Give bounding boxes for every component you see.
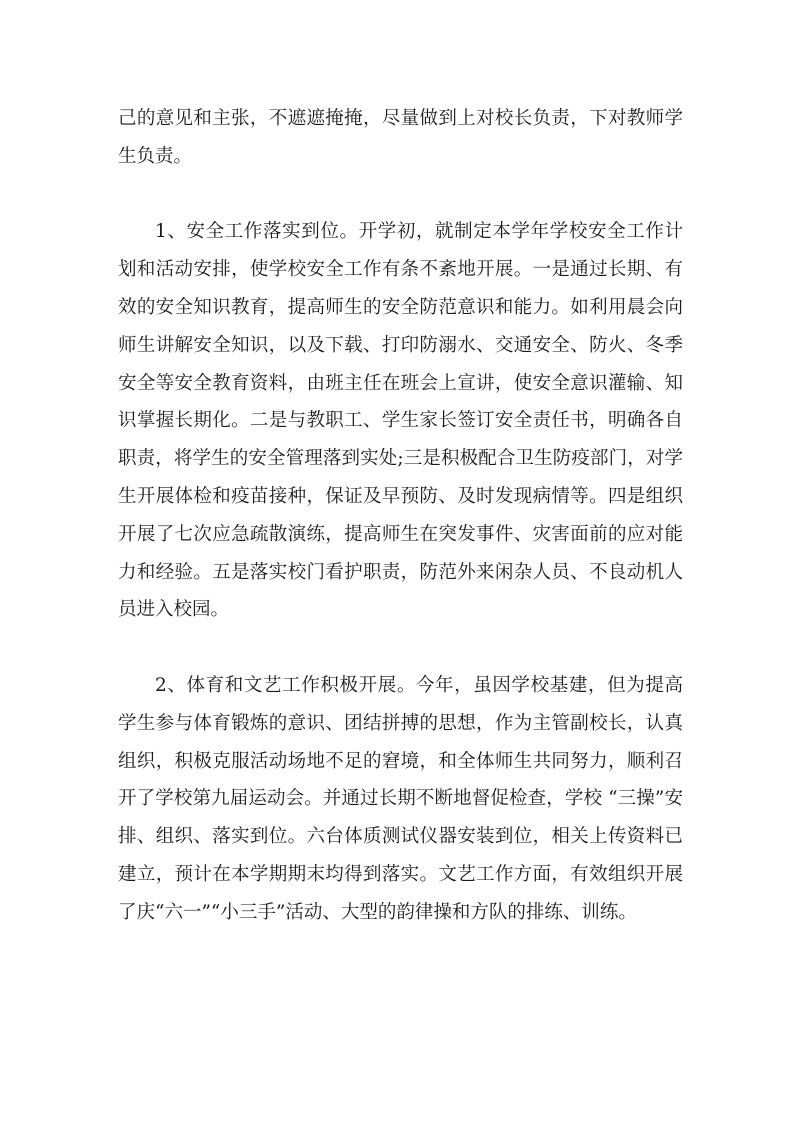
document-body	[118, 100, 683, 932]
paragraph-sports-arts-work: 2、体育和文艺工作积极开展。今年，虽因学校基建，但为提高学生参与体育锻炼的意识、团结拼搏的思想，作为主管副校长，认真组织，积极克服活动场地不足的窘境，和全体师生共同努力，顺利召开了学校第九届运动会。并通过长期不断地督促检查，学校 “三操”安排、组织、落实到位。六台体质测试仪器安装到位，相关上传资料已建立，预计在本学期期末均得到落实。文艺工作方面，有效组织开展了庆“六一”“小三手”活动、大型的韵律操和方队的排练、训练。	[118, 674, 683, 923]
paragraph-safety-work: 1、安全工作落实到位。开学初，就制定本学年学校安全工作计划和活动安排，使学校安全工作有条不紊地开展。一是通过长期、有效的安全知识教育，提高师生的安全防范意识和能力。如利用晨会向师生讲解安全知识，以及下载、打印防溺水、交通安全、防火、冬季安全等安全教育资料，由班主任在班会上宣讲，使安全意识灌输、知识掌握长期化。二是与教职工、学生家长签订安全责任书，明确各自职责，将学生的安全管理落到实处;三是积极配合卫生防疫部门，对学生开展体检和疫苗接种，保证及早预防、及时发现病情等。四是组织开展了七次应急疏散演练，提高师生在突发事件、灾害面前的应对能力和经验。五是落实校门看护职责，防范外来闲杂人员、不良动机人员进入校园。	[118, 221, 683, 621]
paragraph-continuation: 己的意见和主张，不遮遮掩掩，尽量做到上对校长负责，下对教师学生负责。	[118, 108, 683, 167]
paragraph-spacer	[118, 176, 683, 214]
paragraph-spacer	[118, 629, 683, 667]
